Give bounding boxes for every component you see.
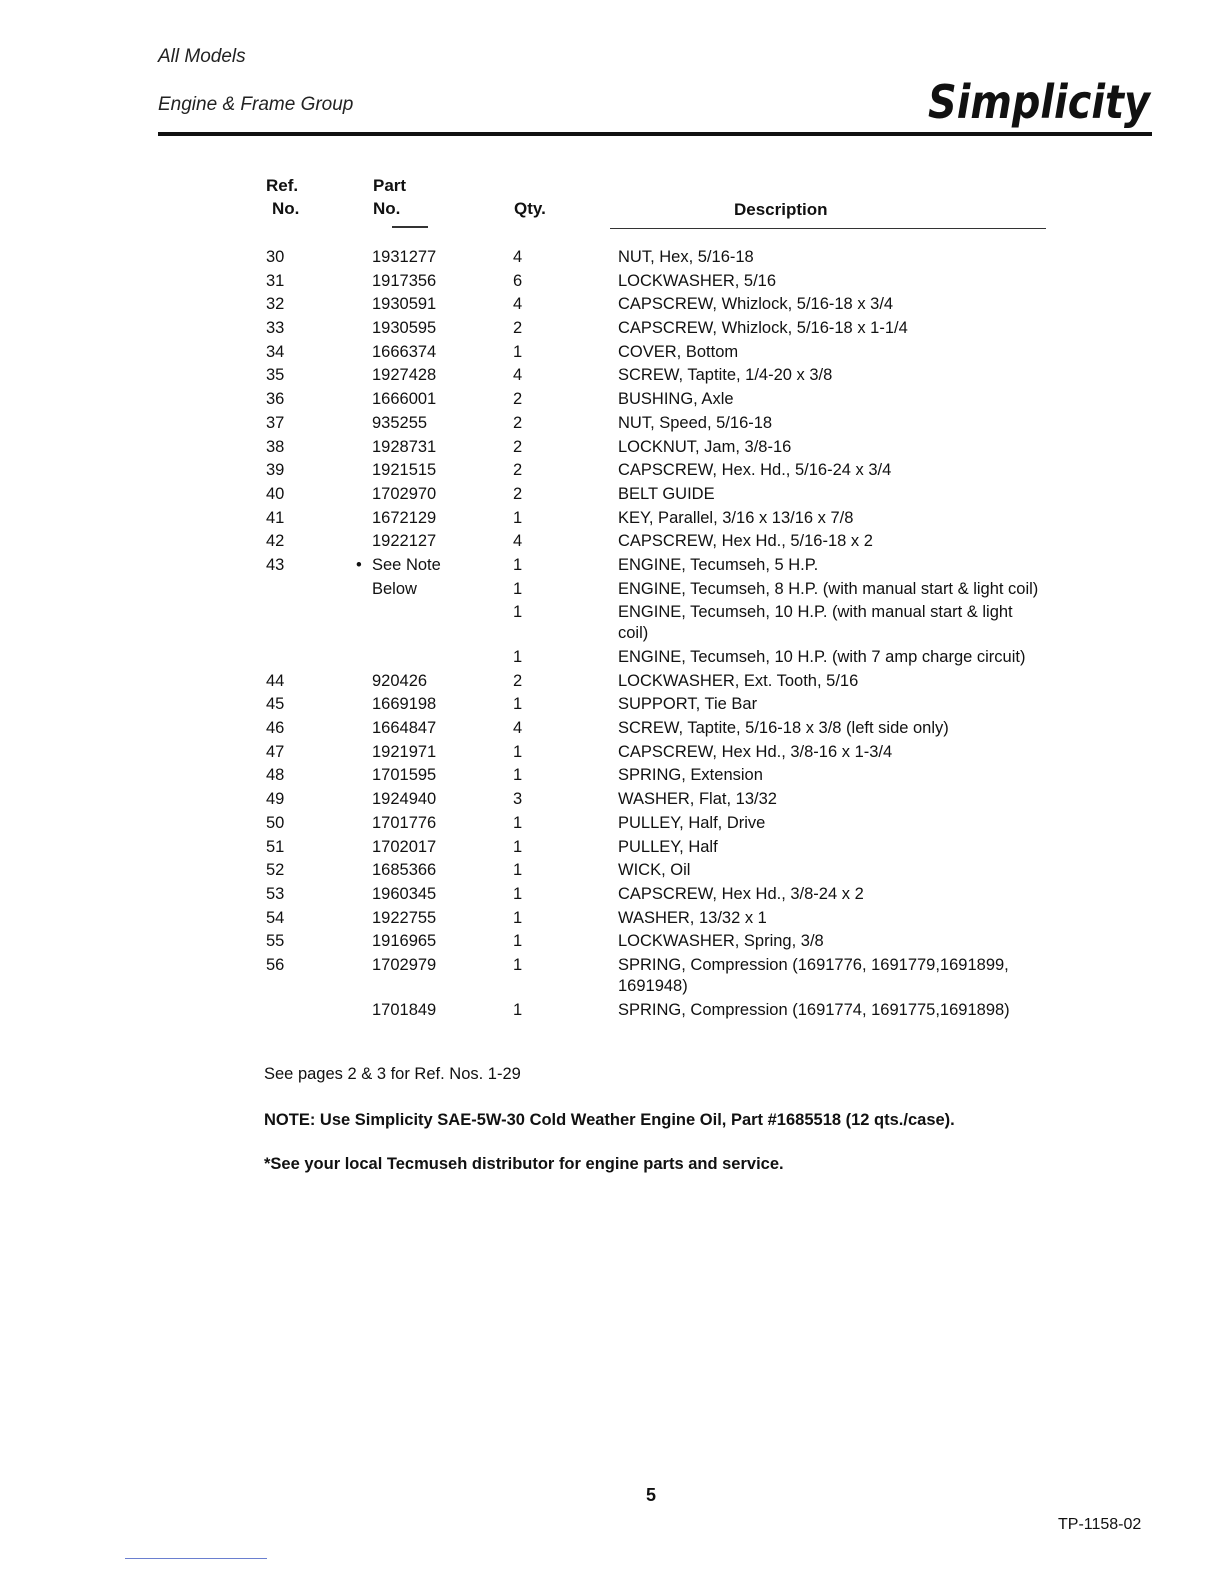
table-row (0, 483, 1224, 507)
part-number-cell: 1930591 (372, 295, 437, 314)
table-row (0, 999, 1224, 1023)
description-cell: NUT, Speed, 5/16-18 (618, 413, 773, 432)
part-number-cell: 1701849 (372, 1000, 437, 1019)
ref-number-cell: 55 (266, 932, 285, 951)
ref-number-cell: 56 (266, 955, 285, 974)
table-row (0, 646, 1224, 670)
part-number-cell: 1701595 (372, 766, 437, 785)
table-row (0, 693, 1224, 717)
description-cell: ENGINE, Tecumseh, 10 H.P. (with 7 amp charge circuit) (618, 648, 1026, 666)
quantity-cell: 4 (513, 295, 523, 314)
description-cell: NUT, Hex, 5/16-18 (618, 248, 754, 266)
table-row (0, 907, 1224, 931)
note-bullet: • (356, 555, 362, 574)
part-no-header: Part No. (373, 176, 407, 218)
description-cell: SPRING, Compression (1691776, 1691779,1691899, 1691948) (618, 955, 1009, 995)
part-number-cell: 1702017 (372, 837, 437, 856)
table-row (0, 883, 1224, 907)
part-number-cell: 1702979 (372, 955, 437, 974)
table-row (0, 717, 1224, 741)
part-number-cell: See Note (372, 555, 441, 574)
quantity-cell: 1 (513, 908, 523, 927)
ref-number-cell: 49 (266, 790, 285, 809)
quantity-cell: 4 (513, 532, 523, 551)
part-number-cell: 1931277 (372, 248, 437, 266)
part-number-cell: 1701776 (372, 813, 437, 832)
ref-number-cell: 30 (266, 248, 285, 266)
quantity-cell: 1 (513, 695, 523, 714)
description-cell: COVER, Bottom (618, 342, 739, 361)
quantity-cell: 1 (513, 932, 523, 951)
quantity-cell: 1 (513, 603, 523, 622)
see-pages-note: See pages 2 & 3 for Ref. Nos. 1-29 (264, 1065, 521, 1083)
table-row (0, 601, 1224, 646)
part-number-cell: 1927428 (372, 366, 437, 385)
quantity-cell: 1 (513, 861, 523, 880)
table-row (0, 670, 1224, 694)
table-row (0, 859, 1224, 883)
description-cell: PULLEY, Half (618, 837, 718, 856)
description-cell: CAPSCREW, Whizlock, 5/16-18 x 3/4 (618, 295, 894, 314)
quantity-cell: 2 (513, 671, 523, 690)
table-row (0, 812, 1224, 836)
part-number-cell: 1672129 (372, 508, 437, 527)
part-number-cell: 1924940 (372, 790, 437, 809)
quantity-cell: 1 (513, 766, 523, 785)
ref-number-cell: 41 (266, 508, 285, 527)
simplicity-logo (928, 76, 1152, 130)
svg-text:Simplicity: Simplicity (928, 75, 1152, 129)
table-row (0, 954, 1224, 999)
part-number-cell: 1917356 (372, 271, 437, 290)
quantity-cell: 1 (513, 579, 523, 598)
part-number-cell: 1916965 (372, 932, 437, 951)
quantity-cell: 1 (513, 955, 523, 974)
quantity-cell: 1 (513, 884, 523, 903)
part-number-cell: 1664847 (372, 719, 437, 738)
table-row (0, 741, 1224, 765)
ref-number-cell: 45 (266, 695, 285, 714)
ref-number-cell: 37 (266, 413, 285, 432)
ref-number-cell: 32 (266, 295, 285, 314)
ref-number-cell: 42 (266, 532, 285, 551)
part-number-cell: 1960345 (372, 884, 437, 903)
quantity-cell: 1 (513, 837, 523, 856)
ref-number-cell: 48 (266, 766, 285, 785)
description-cell: CAPSCREW, Hex. Hd., 5/16-24 x 3/4 (618, 461, 892, 480)
table-row (0, 507, 1224, 531)
bottom-link-underline (125, 1558, 267, 1559)
part-number-cell: Below (372, 579, 417, 598)
quantity-cell: 1 (513, 342, 523, 361)
description-cell: SPRING, Extension (618, 766, 763, 785)
description-cell: WASHER, 13/32 x 1 (618, 908, 767, 927)
description-cell: BUSHING, Axle (618, 390, 734, 409)
ref-number-cell: 40 (266, 484, 285, 503)
quantity-cell: 2 (513, 461, 523, 480)
part-number-cell: 1921515 (372, 461, 437, 480)
description-cell: ENGINE, Tecumseh, 8 H.P. (with manual start & light coil) (618, 579, 1039, 598)
ref-number-cell: 53 (266, 884, 285, 903)
part-number-cell: 1666001 (372, 390, 437, 409)
description-cell: WICK, Oil (618, 861, 691, 880)
table-row (0, 317, 1224, 341)
description-cell: ENGINE, Tecumseh, 5 H.P. (618, 555, 819, 574)
quantity-cell: 1 (513, 555, 523, 574)
ref-number-cell: 52 (266, 861, 285, 880)
header-rule (610, 228, 1046, 229)
quantity-cell: 4 (513, 719, 523, 738)
part-number-cell: 1921971 (372, 742, 437, 761)
ref-no-header: Ref. No. (266, 176, 300, 218)
description-cell: LOCKWASHER, Ext. Tooth, 5/16 (618, 671, 859, 690)
table-row (0, 246, 1224, 270)
table-row (0, 341, 1224, 365)
description-cell: PULLEY, Half, Drive (618, 813, 766, 832)
table-row (0, 788, 1224, 812)
ref-number-cell: 34 (266, 342, 285, 361)
part-number-cell: 920426 (372, 671, 428, 690)
parts-list (0, 246, 1224, 1022)
description-cell: SPRING, Compression (1691774, 1691775,1691898) (618, 1000, 1010, 1019)
ref-number-cell: 33 (266, 319, 285, 338)
quantity-cell: 1 (513, 742, 523, 761)
table-row (0, 764, 1224, 788)
part-number-cell: 1685366 (372, 861, 437, 880)
description-cell: LOCKWASHER, 5/16 (618, 271, 777, 290)
table-row (0, 388, 1224, 412)
quantity-cell: 1 (513, 1000, 523, 1019)
ref-number-cell: 43 (266, 555, 285, 574)
table-row (0, 436, 1224, 460)
part-number-cell: 1922755 (372, 908, 437, 927)
table-row (0, 412, 1224, 436)
ref-number-cell: 31 (266, 271, 285, 290)
quantity-cell: 1 (513, 508, 523, 527)
distributor-note: *See your local Tecmuseh distributor for engine parts and service. (264, 1155, 784, 1173)
table-row (0, 836, 1224, 860)
description-cell: ENGINE, Tecumseh, 10 H.P. (with manual start & light coil) (618, 603, 1013, 643)
ref-number-cell: 50 (266, 813, 285, 832)
quantity-cell: 2 (513, 437, 523, 456)
part-number-cell: 1928731 (372, 437, 437, 456)
table-row (0, 270, 1224, 294)
description-cell: CAPSCREW, Hex Hd., 3/8-24 x 2 (618, 884, 864, 903)
table-row (0, 930, 1224, 954)
quantity-cell: 1 (513, 813, 523, 832)
description-cell: WASHER, Flat, 13/32 (618, 790, 777, 809)
table-row (0, 554, 1224, 578)
part-number-cell: 1702970 (372, 484, 437, 503)
ref-number-cell: 38 (266, 437, 285, 456)
table-row (0, 578, 1224, 602)
quantity-cell: 2 (513, 484, 523, 503)
document-code: TP-1158-02 (1058, 1516, 1142, 1533)
table-row (0, 459, 1224, 483)
quantity-cell: 2 (513, 319, 523, 338)
quantity-cell: 3 (513, 790, 523, 809)
part-number-cell: 935255 (372, 413, 428, 432)
description-cell: SCREW, Taptite, 1/4-20 x 3/8 (618, 366, 833, 385)
part-number-cell: 1669198 (372, 695, 437, 714)
ref-number-cell: 39 (266, 461, 285, 480)
header-divider (158, 132, 1152, 136)
description-cell: CAPSCREW, Whizlock, 5/16-18 x 1-1/4 (618, 319, 908, 338)
ref-number-cell: 51 (266, 837, 285, 856)
description-cell: KEY, Parallel, 3/16 x 13/16 x 7/8 (618, 508, 854, 527)
qty-header: Qty. (514, 199, 546, 218)
description-cell: LOCKNUT, Jam, 3/8-16 (618, 437, 792, 456)
description-cell: CAPSCREW, Hex Hd., 5/16-18 x 2 (618, 532, 873, 551)
ref-number-cell: 35 (266, 366, 285, 385)
page-number: 5 (646, 1485, 657, 1505)
header-group-title: Engine & Frame Group (158, 94, 354, 115)
description-cell: SCREW, Taptite, 5/16-18 x 3/8 (left side only) (618, 719, 949, 738)
quantity-cell: 6 (513, 271, 523, 290)
quantity-cell: 2 (513, 413, 523, 432)
ref-number-cell: 36 (266, 390, 285, 409)
table-row (0, 530, 1224, 554)
ref-number-cell: 46 (266, 719, 285, 738)
header-model-label: All Models (158, 46, 246, 67)
description-cell: SUPPORT, Tie Bar (618, 695, 758, 714)
oil-note: NOTE: Use Simplicity SAE-5W-30 Cold Weather Engine Oil, Part #1685518 (12 qts./case). (264, 1111, 955, 1129)
part-number-cell: 1666374 (372, 342, 437, 361)
quantity-cell: 1 (513, 648, 523, 666)
table-row (0, 364, 1224, 388)
ref-number-cell: 44 (266, 671, 285, 690)
description-cell: BELT GUIDE (618, 484, 715, 503)
quantity-cell: 4 (513, 248, 523, 266)
quantity-cell: 4 (513, 366, 523, 385)
part-number-cell: 1930595 (372, 319, 437, 338)
description-cell: LOCKWASHER, Spring, 3/8 (618, 932, 824, 951)
description-header: Description (734, 200, 828, 219)
table-row (0, 293, 1224, 317)
description-cell: CAPSCREW, Hex Hd., 3/8-16 x 1-3/4 (618, 742, 893, 761)
part-number-cell: 1922127 (372, 532, 437, 551)
header-rule-mark (392, 226, 428, 228)
ref-number-cell: 47 (266, 742, 285, 761)
quantity-cell: 2 (513, 390, 523, 409)
ref-number-cell: 54 (266, 908, 285, 927)
